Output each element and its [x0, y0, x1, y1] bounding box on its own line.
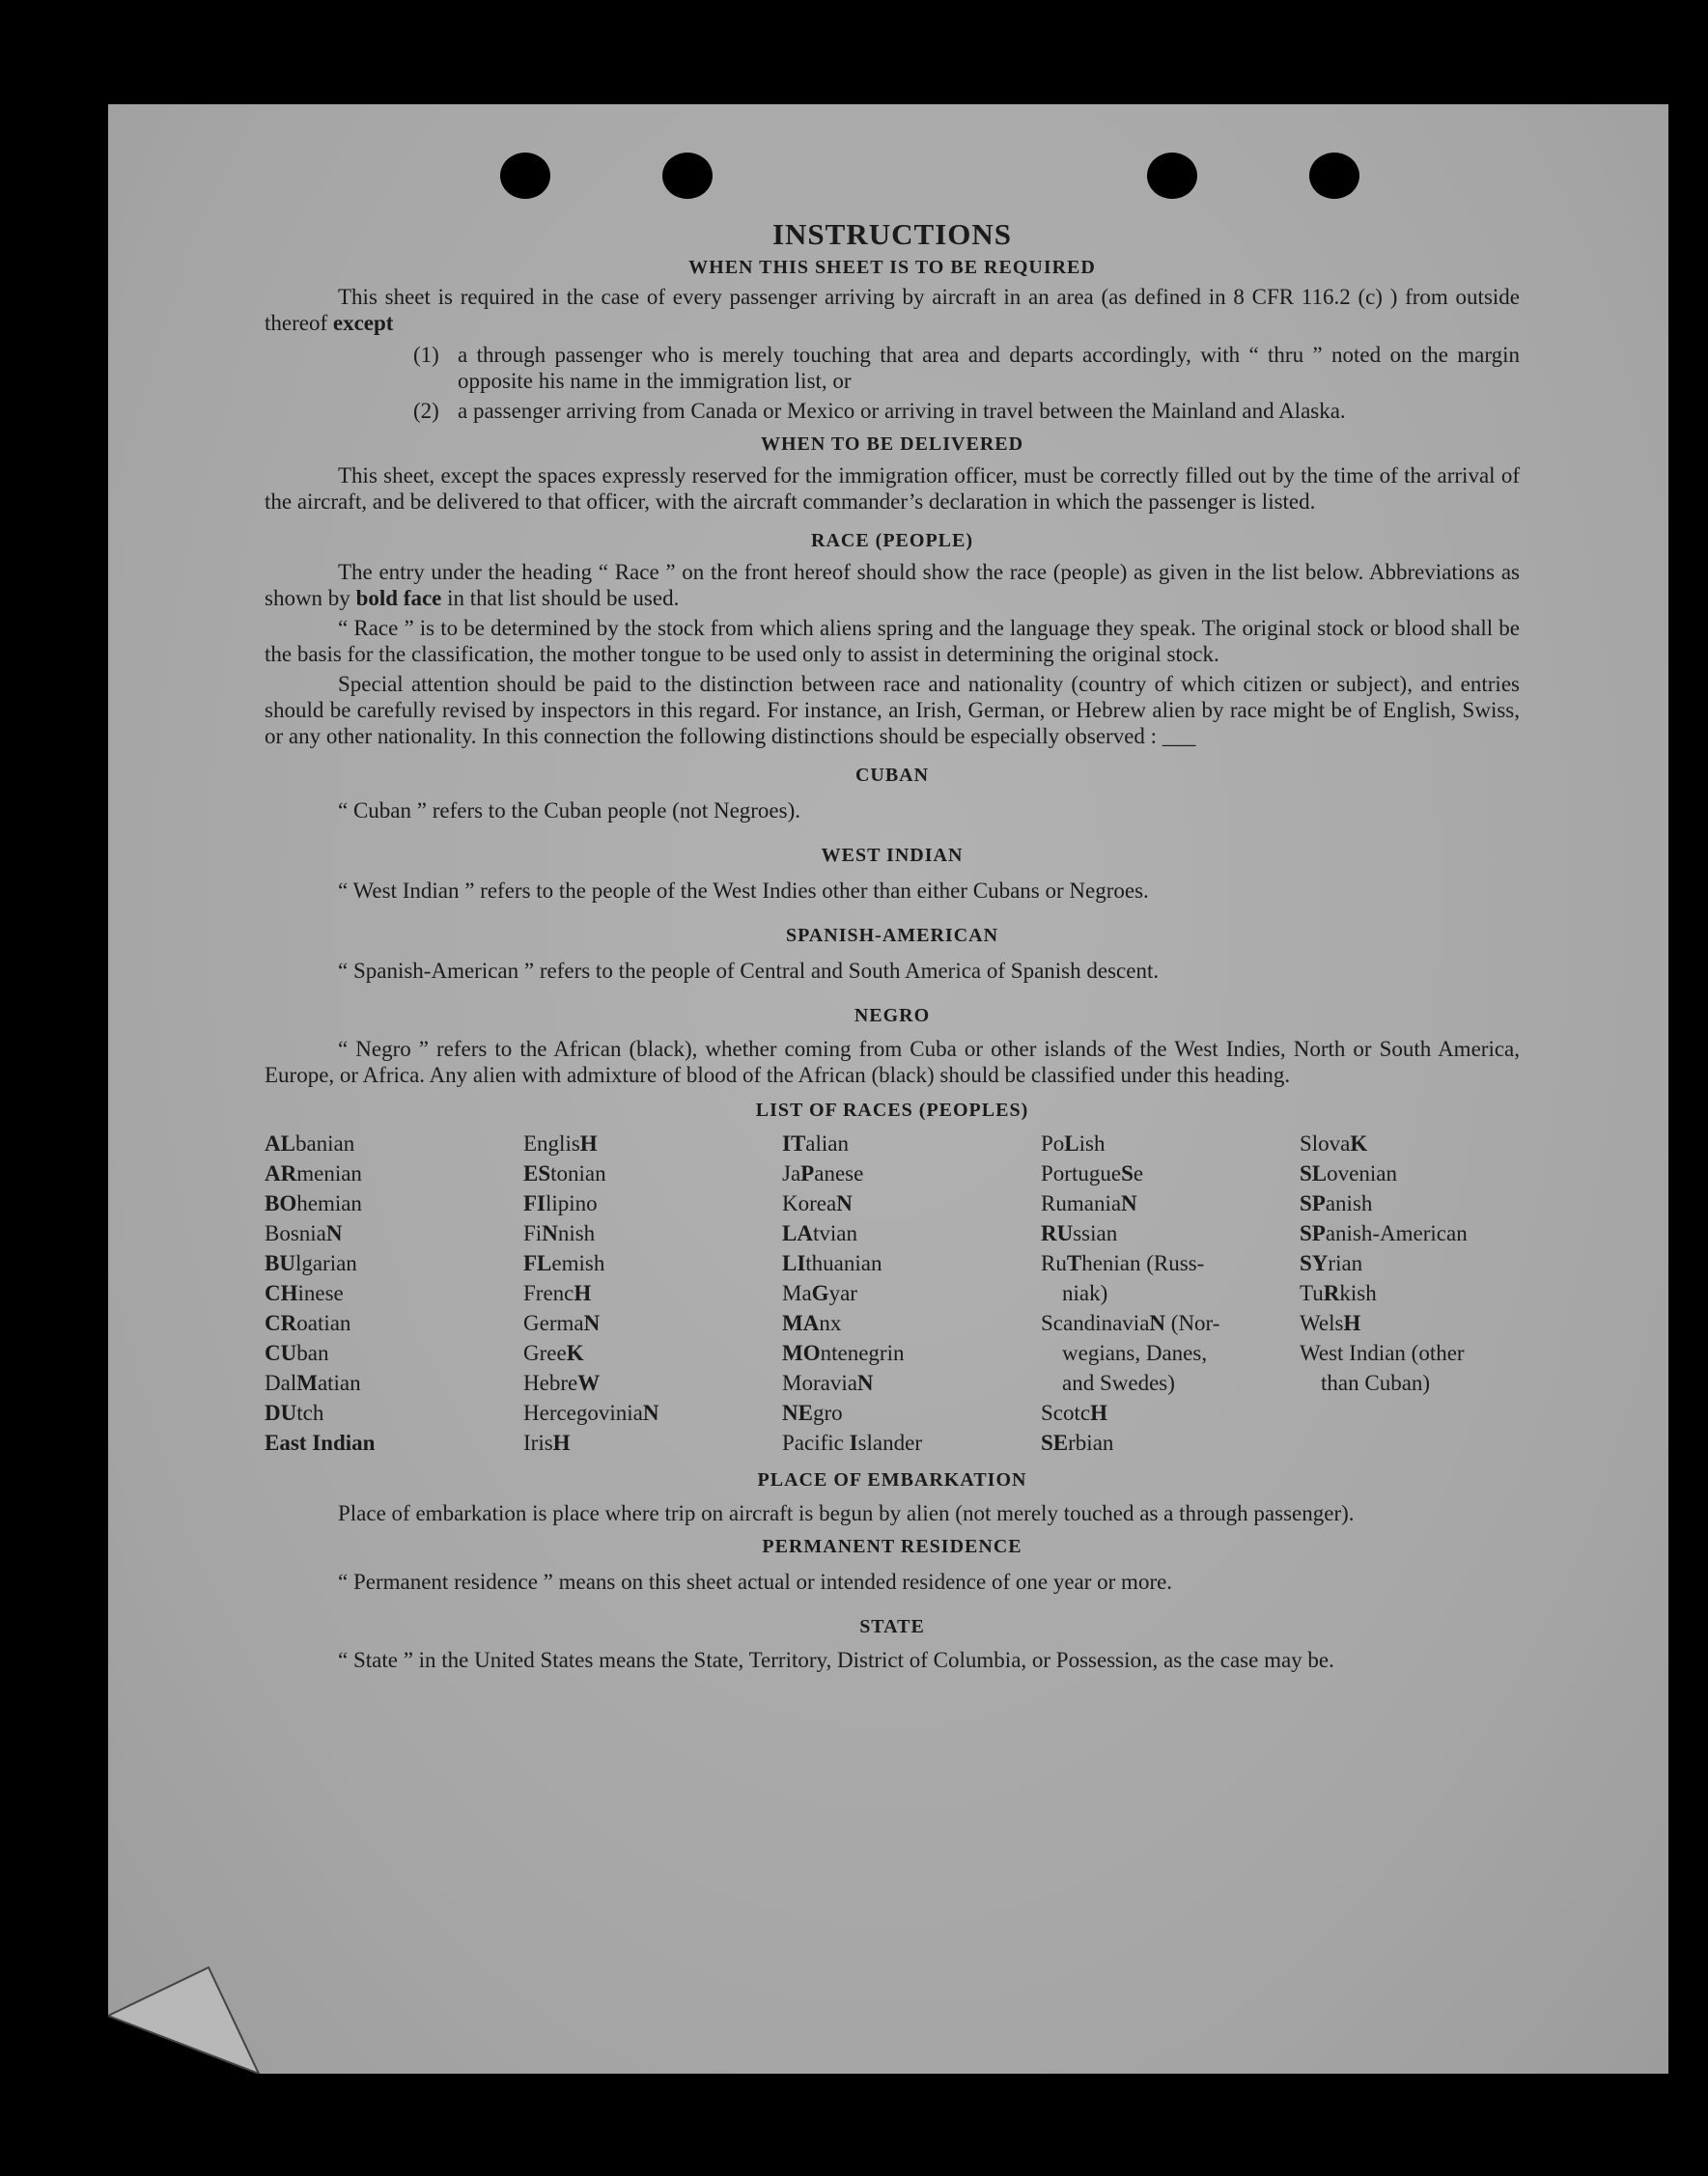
heading-embarkation: PLACE OF EMBARKATION [757, 1469, 1027, 1491]
race-entry: HercegoviniaN [523, 1401, 659, 1425]
race-entry: GreeK [523, 1341, 584, 1365]
heading-negro: NEGRO [854, 1005, 931, 1026]
heading-spanish-american: SPANISH-AMERICAN [785, 925, 999, 946]
race-paragraph-2: “ Race ” is to be determined by the stock from which aliens spring and the language they speak. The original stock or blood shall be the basis for the classification, the mother tongue to be used only to assist in determining the original stock. [265, 616, 1520, 666]
race-entry: PortugueSe [1041, 1161, 1144, 1186]
race-entry: SlovaK [1300, 1131, 1368, 1156]
west-indian-text: “ West Indian ” refers to the people of the West Indies other than either Cubans or Negroes. [338, 879, 1149, 903]
race-entry: Pacific Islander [782, 1431, 922, 1455]
race-entry: LAtvian [782, 1221, 857, 1245]
race-entry: RUssian [1041, 1221, 1118, 1245]
delivered-text: This sheet, except the spaces expressly reserved for the immigration officer, must be correctly filled out by the time of the arrival of the aircraft, and be delivered to that officer, with the aircraft commander’s declaration in which the passenger is listed. [265, 463, 1520, 514]
race-paragraph-1: The entry under the heading “ Race ” on the front hereof should show the race (people) as given in the list below. Abbreviations as shown by bold face in that list should be used. [265, 560, 1520, 610]
race-entry: SPanish-American [1300, 1221, 1468, 1245]
race-entry: CRoatian [265, 1311, 351, 1335]
race-entry: EStonian [523, 1161, 606, 1186]
race-entry: SYrian [1300, 1251, 1363, 1275]
race-entry: SPanish [1300, 1191, 1373, 1215]
race-entry: SErbian [1041, 1431, 1114, 1455]
race-entry: CUban [265, 1341, 329, 1365]
race-entry: FIlipino [523, 1191, 598, 1215]
races-column [1300, 1129, 1520, 1458]
cuban-text: “ Cuban ” refers to the Cuban people (not Negroes). [338, 798, 801, 823]
race-entry: ALbanian [265, 1131, 355, 1156]
race-entry: PoLish [1041, 1131, 1106, 1156]
race-entry: JaPanese [782, 1161, 864, 1186]
race-entry: BosniaN [265, 1221, 343, 1245]
races-column [265, 1129, 523, 1458]
race-paragraph-3: Special attention should be paid to the distinction between race and nationality (country of which citizen or subject), and entries should be carefully revised by inspectors in this regard. For instance, an Irish, German, or Hebrew alien by race might be of English, Swiss, or any other nationality. In this connection the following distinctions should be especially observed : ___ [265, 672, 1520, 748]
race-entry: than Cuban) [1321, 1371, 1431, 1395]
required-item-2: (2) a passenger arriving from Canada or Mexico or arriving in travel between the Mainland and Alaska. [413, 399, 1346, 423]
race-entry: KoreaN [782, 1191, 853, 1215]
heading-residence: PERMANENT RESIDENCE [762, 1536, 1022, 1557]
embarkation-text: Place of embarkation is place where trip on aircraft is begun by alien (not merely touched as a through passenger). [338, 1501, 1355, 1525]
residence-text: “ Permanent residence ” means on this sheet actual or intended residence of one year or more. [338, 1570, 1173, 1594]
race-entry: MAnx [782, 1311, 842, 1335]
punch-hole [1147, 153, 1197, 199]
race-entry: RumaniaN [1041, 1191, 1137, 1215]
race-entry: East Indian [265, 1431, 376, 1455]
race-entry: GermaN [523, 1311, 601, 1335]
race-entry: FrencH [523, 1281, 592, 1305]
heading-required: WHEN THIS SHEET IS TO BE REQUIRED [688, 257, 1096, 278]
race-entry: West Indian (other [1300, 1341, 1465, 1365]
negro-text: “ Negro ” refers to the African (black), whether coming from Cuba or other islands of the West Indies, North or South America, Europe, or Africa. Any alien with admixture of blood of the African (black) should be classified under this heading. [265, 1037, 1520, 1087]
heading-cuban: CUBAN [854, 765, 930, 786]
state-text: “ State ” in the United States means the State, Territory, District of Columbia, or Possession, as the case may be. [338, 1648, 1334, 1672]
race-entry: DalMatian [265, 1371, 361, 1395]
heading-west-indian: WEST INDIAN [821, 845, 964, 866]
race-entry: HebreW [523, 1371, 601, 1395]
race-entry: and Swedes) [1062, 1371, 1175, 1395]
race-entry: DUtch [265, 1401, 324, 1425]
punch-hole [500, 153, 550, 199]
folded-corner [108, 1929, 272, 2074]
race-entry: BUlgarian [265, 1251, 357, 1275]
race-entry: SLovenian [1300, 1161, 1397, 1186]
race-entry: LIthuanian [782, 1251, 882, 1275]
race-entry: ARmenian [265, 1161, 362, 1186]
heading-list-of-races: LIST OF RACES (PEOPLES) [755, 1100, 1029, 1121]
instructions-text [265, 216, 1520, 1673]
race-entry: WelsH [1300, 1311, 1361, 1335]
race-entry: ITalian [782, 1131, 849, 1156]
race-entry: MoraviaN [782, 1371, 874, 1395]
spanish-american-text: “ Spanish-American ” refers to the people of Central and South America of Spanish descent. [338, 959, 1160, 983]
punch-hole [662, 153, 713, 199]
race-entry: EnglisH [523, 1131, 598, 1156]
race-entry: RuThenian (Russ- [1041, 1251, 1205, 1275]
punch-hole [1309, 153, 1359, 199]
races-column [782, 1129, 1041, 1458]
race-entry: niak) [1062, 1281, 1108, 1305]
race-entry: MaGyar [782, 1281, 857, 1305]
race-entry: TuRkish [1300, 1281, 1377, 1305]
races-list [265, 1129, 1520, 1458]
heading-delivered: WHEN TO BE DELIVERED [760, 433, 1024, 455]
required-intro: This sheet is required in the case of every passenger arriving by aircraft in an area (as defined in 8 CFR 116.2 (c) ) from outside thereof except [265, 285, 1520, 335]
race-entry: BOhemian [265, 1191, 362, 1215]
races-column [1041, 1129, 1300, 1458]
races-column [523, 1129, 782, 1458]
race-entry: ScotcH [1041, 1401, 1107, 1425]
page-title: INSTRUCTIONS [771, 217, 1012, 251]
race-entry: CHinese [265, 1281, 344, 1305]
heading-race: RACE (PEOPLE) [811, 530, 973, 551]
race-entry: IrisH [523, 1431, 571, 1455]
race-entry: wegians, Danes, [1062, 1341, 1208, 1365]
race-entry: MOntenegrin [782, 1341, 905, 1365]
race-entry: FiNnish [523, 1221, 596, 1245]
required-item-1: (1) a through passenger who is merely touching that area and departs accordingly, with “ thru ” noted on the margin opposite his name in the immigration list, or [413, 343, 1520, 393]
race-entry: ScandinaviaN (Nor- [1041, 1311, 1220, 1335]
heading-state: STATE [859, 1616, 925, 1637]
document-sheet [108, 104, 1668, 2074]
race-entry: NEgro [782, 1401, 843, 1425]
race-entry: FLemish [523, 1251, 605, 1275]
